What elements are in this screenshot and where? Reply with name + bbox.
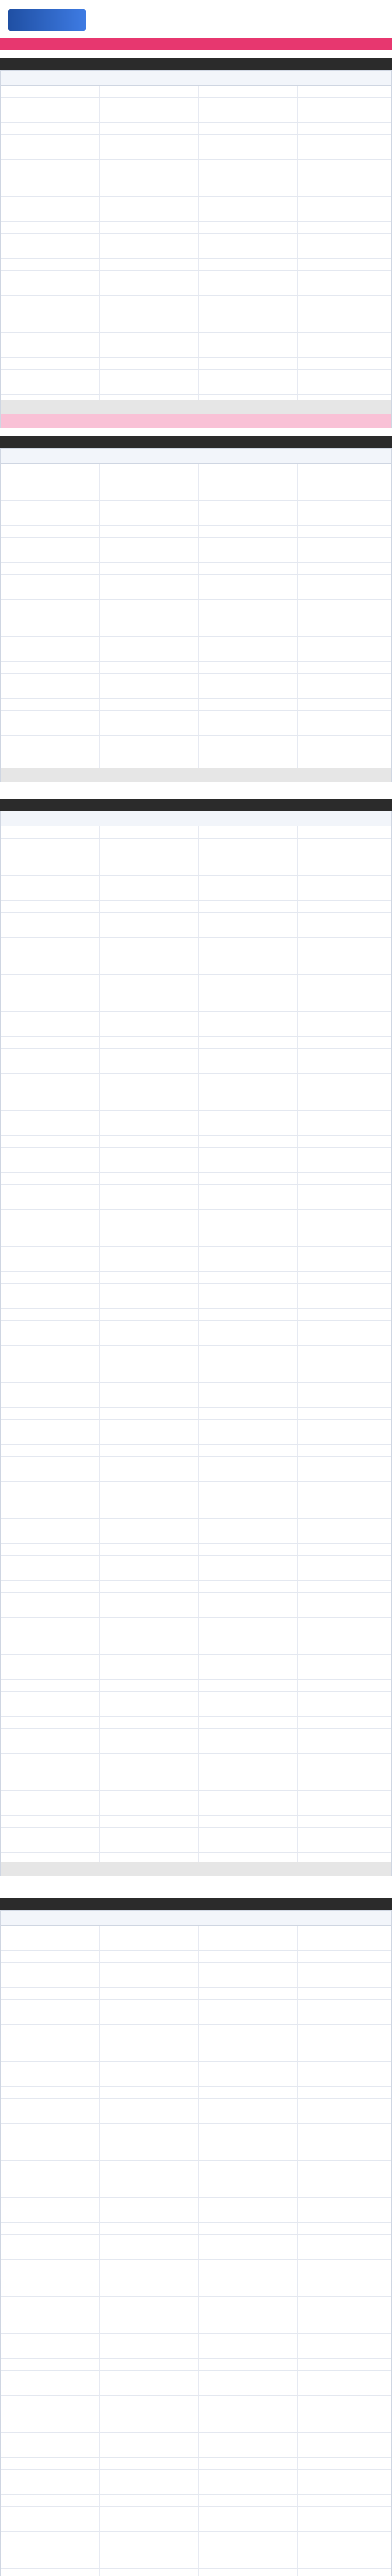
- table: [0, 811, 392, 1876]
- header: [0, 0, 392, 50]
- column-grid: [1, 464, 391, 768]
- table: [0, 1910, 392, 2576]
- table-total: [1, 768, 391, 782]
- table: [0, 448, 392, 782]
- section-title: [0, 799, 392, 811]
- table-body: [1, 464, 391, 768]
- section-4: [0, 1898, 392, 2576]
- table-subtotal: [1, 414, 391, 428]
- section-1: [0, 58, 392, 429]
- table-header: [1, 449, 391, 464]
- table-total: [1, 400, 391, 414]
- date-band: [0, 38, 392, 50]
- brand-logo: [8, 9, 86, 31]
- column-grid: [1, 86, 391, 400]
- section-3: [0, 799, 392, 1891]
- section-title: [0, 1898, 392, 1910]
- table-body: [1, 826, 391, 1862]
- column-grid: [1, 1926, 391, 2576]
- section-title: [0, 58, 392, 70]
- table-header: [1, 1911, 391, 1926]
- table-header: [1, 811, 391, 826]
- section-2: [0, 436, 392, 791]
- table-total: [1, 1862, 391, 1876]
- table-body: [1, 1926, 391, 2576]
- column-grid: [1, 826, 391, 1862]
- table-header: [1, 71, 391, 86]
- section-title: [0, 436, 392, 448]
- table-body: [1, 86, 391, 400]
- table: [0, 70, 392, 428]
